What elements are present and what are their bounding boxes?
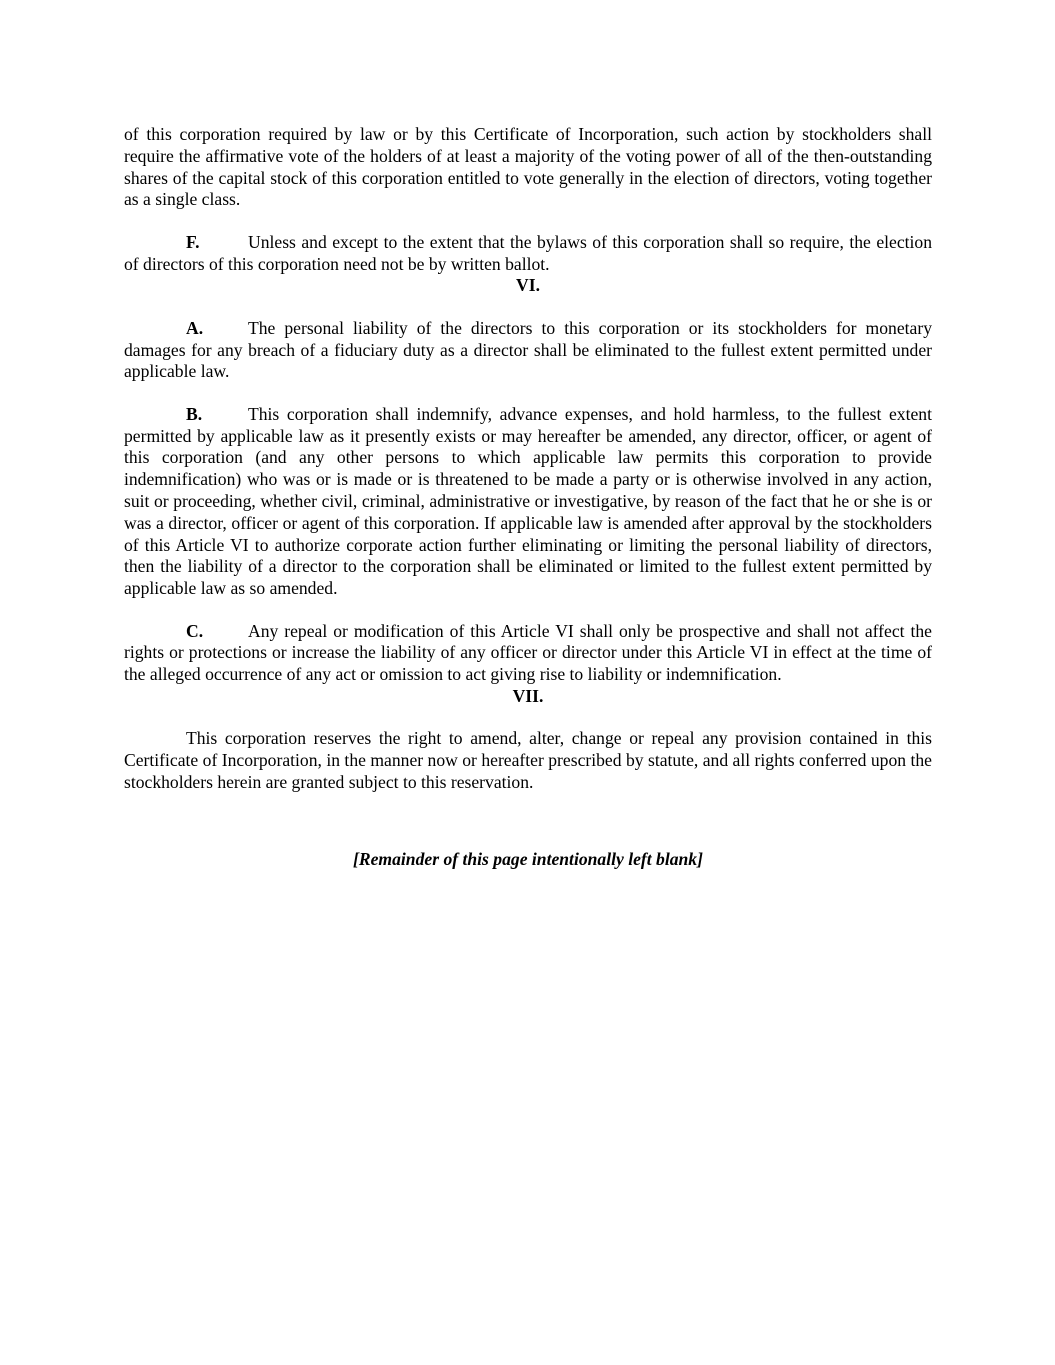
continuation-paragraph: of this corporation required by law or by this Certificate of Incorporation, such action by stockholders shall require the affirmative vote of the holders of at least a majority of the voting power of all of the then-outstanding shares of the capital stock of this corporation entitled to vote generally in the election of directors, voting together as a single class.: [124, 124, 932, 210]
remainder-blank-note: [Remainder of this page intentionally left blank]: [353, 848, 703, 869]
article-vi-c-paragraph: [124, 621, 932, 686]
article-vi-b-text: This corporation shall indemnify, advance expenses, and hold harmless, to the fullest extent permitted by applicable law as it presently exists or may hereafter be amended, any director, officer, or agent of this corporation (and any other persons to which applicable law permits this corporation to provide indemnification) who was or is made or is threatened to be made a party or is otherwise involved in any action, suit or proceeding, whether civil, criminal, administrative or investigative, by reason of the fact that he or she is or was a director, officer or agent of this corporation. If applicable law is amended after approval by the stockholders of this Article VI to authorize corporate action further eliminating or limiting the personal liability of directors, then the liability of a director to the corporation shall be eliminated or limited to the fullest extent permitted by applicable law as so amended.: [124, 403, 932, 599]
article-vii-paragraph: This corporation reserves the right to amend, alter, change or repeal any provision contained in this Certificate of Incorporation, in the manner now or hereafter prescribed by statute, and all rights conferred upon the stockholders herein are granted subject to this reservation.: [124, 728, 932, 792]
article-vi-c-text: Any repeal or modification of this Article VI shall only be prospective and shall not affect the rights or protections or increase the liability of any officer or director under this Article VI in effect at the time of the alleged occurrence of any act or omission to act giving rise to liability or indemnification.: [124, 620, 932, 685]
article-vi-b-label: B.: [186, 403, 203, 424]
article-vi-heading: VI.: [516, 275, 540, 296]
section-f-label: F.: [186, 231, 200, 252]
article-vi-a-text: The personal liability of the directors to this corporation or its stockholders for monetary damages for any breach of a fiduciary duty as a director shall be eliminated to the fullest extent permitted under applicable law.: [124, 317, 932, 382]
article-vi-a-label: A.: [186, 317, 204, 338]
article-vi-b-paragraph: [124, 404, 932, 600]
article-vi-c-label: C.: [186, 620, 204, 641]
article-vi-a-paragraph: [124, 318, 932, 383]
section-f-text: Unless and except to the extent that the bylaws of this corporation shall so require, the election of directors of this corporation need not be by written ballot.: [124, 231, 932, 274]
section-f-paragraph: [124, 232, 932, 276]
article-vii-heading: VII.: [512, 685, 544, 706]
document-page: [124, 124, 932, 870]
